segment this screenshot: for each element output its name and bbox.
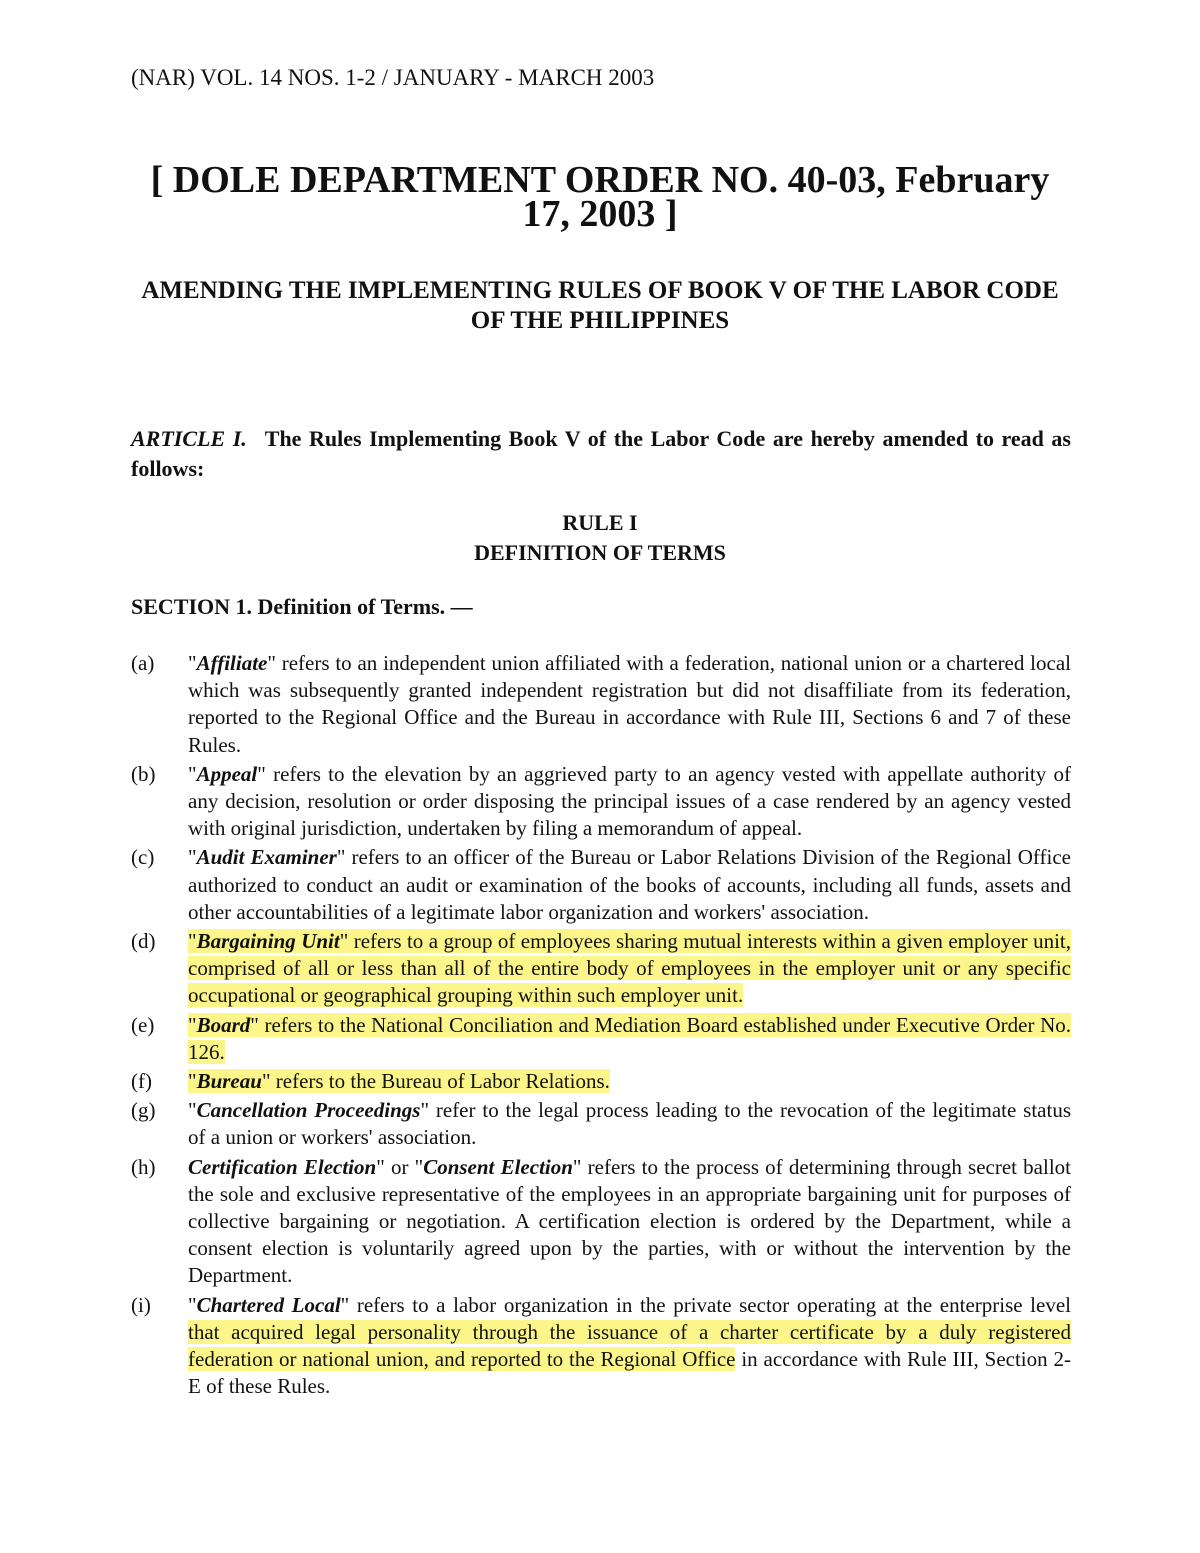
quote-mark: " <box>572 1154 582 1179</box>
definition-term: Bureau <box>196 1069 262 1094</box>
definition-body <box>188 1012 1071 1066</box>
definition-label: (e) <box>131 1012 155 1037</box>
definition-body <box>188 761 1071 843</box>
highlighted-text: that acquired legal personality through the issuance of a charter certificate by a duly registered federation or national union, and reported to the Regional Office <box>188 1319 1071 1372</box>
definition-term: Bargaining Unit <box>196 929 340 954</box>
definition-text: refer to the legal process leading to the revocation of the legitimate status of a union or workers' association. <box>188 1098 1071 1150</box>
definition-item-board <box>131 1012 1071 1066</box>
quote-mark: " <box>188 929 197 954</box>
article-label: ARTICLE I. <box>131 426 247 451</box>
quote-mark: " <box>188 1292 197 1317</box>
definition-text: in accordance with Rule III, Section 2-E of these Rules. <box>188 1347 1071 1399</box>
definition-label: (a) <box>131 651 155 675</box>
definitions-list <box>131 650 1071 1402</box>
definition-item-affiliate <box>131 650 1071 759</box>
definition-label: (d) <box>131 929 156 954</box>
rule-number: RULE I <box>562 510 638 535</box>
quote-mark: " <box>188 651 197 675</box>
definition-text: refers to a group of employees sharing mutual interests within a given employer unit, comprised of all or less than all of the entire body of employees in the employer unit or any specific occupational or geographical grouping within such employer unit. <box>188 929 1071 1008</box>
definition-connector: or " <box>384 1154 424 1179</box>
definition-body <box>188 1068 1071 1095</box>
definition-text: refers to the process of determining through secret ballot the sole and exclusive representative of the employees in an appropriate bargaining unit for purposes of collective bargaining or negotiation. A certification election is ordered by the Department, while a consent election is voluntarily agreed upon by the parties, with or without the intervention by the Department. <box>188 1154 1071 1288</box>
quote-mark: " <box>261 1069 271 1094</box>
definition-body <box>188 650 1071 759</box>
document-title: [ DOLE DEPARTMENT ORDER NO. 40-03, February 17, 2003 ] <box>150 159 1050 235</box>
quote-mark: " <box>188 1012 197 1037</box>
quote-mark: " <box>188 1069 197 1094</box>
definition-item-audit-examiner <box>131 844 1071 926</box>
journal-header: (NAR) VOL. 14 NOS. 1-2 / JANUARY - MARCH 2003 <box>131 65 655 90</box>
definition-text: refers to the National Conciliation and Mediation Board established under Executive Order No. 126. <box>188 1012 1071 1064</box>
quote-mark: " <box>340 1292 350 1317</box>
definition-text: refers to the Bureau of Labor Relations. <box>270 1069 610 1094</box>
definition-text: refers to the elevation by an aggrieved party to an agency vested with appellate authority of any decision, resolution or order disposing the principal issues of a case rendered by an agency vested with original jurisdiction, undertaken by filing a memorandum of appeal. <box>188 761 1071 841</box>
rule-heading <box>130 508 1070 568</box>
definition-term: Certification Election <box>188 1154 377 1179</box>
highlighted-text <box>188 1013 1071 1064</box>
definition-label: (b) <box>131 761 156 786</box>
definition-label: (i) <box>131 1292 151 1317</box>
definition-label: (c) <box>131 845 155 870</box>
document-subtitle: AMENDING THE IMPLEMENTING RULES OF BOOK V OF THE LABOR CODE OF THE PHILIPPINES <box>141 277 1059 334</box>
quote-mark: " <box>188 1098 197 1123</box>
definition-item-chartered-local <box>131 1292 1071 1401</box>
definition-body <box>188 1154 1071 1290</box>
definition-text: refers to an officer of the Bureau or Labor Relations Division of the Regional Office authorized to conduct an audit or examination of the books of accounts, including all funds, assets and other accountabilities of a legitimate labor organization and workers' association. <box>188 845 1071 924</box>
definition-label: (g) <box>131 1098 156 1123</box>
definition-term: Audit Examiner <box>196 845 337 870</box>
definition-term-secondary: Consent Election <box>423 1154 573 1179</box>
quote-mark: " <box>188 845 197 870</box>
definition-text: refers to an independent union affiliated with a federation, national union or a chartered local which was subsequently granted independent registration but did not disaffiliate from its federation, reported to the Regional Office and the Bureau in accordance with Rule III, Sections 6 and 7 of these Rules. <box>188 651 1071 757</box>
definition-body <box>188 1097 1071 1151</box>
highlighted-text <box>188 929 1071 1007</box>
article-paragraph <box>131 424 1071 484</box>
definition-term: Cancellation Proceedings <box>196 1098 421 1123</box>
quote-mark: " <box>376 1154 385 1179</box>
quote-mark: " <box>420 1098 430 1123</box>
definition-body <box>188 844 1071 926</box>
quote-mark: " <box>257 761 266 786</box>
definition-body <box>188 1292 1071 1401</box>
definition-item-appeal <box>131 761 1071 843</box>
definition-term: Affiliate <box>196 651 268 675</box>
definition-item-bureau <box>131 1068 1071 1095</box>
section-heading: SECTION 1. Definition of Terms. — <box>131 594 473 619</box>
definition-body <box>188 928 1071 1010</box>
definition-item-certification-election <box>131 1154 1071 1290</box>
definition-item-cancellation-proceedings <box>131 1097 1071 1151</box>
definition-term: Board <box>196 1012 251 1037</box>
definition-label: (h) <box>131 1154 156 1179</box>
rule-title: DEFINITION OF TERMS <box>474 540 726 565</box>
article-text: The Rules Implementing Book V of the Labor Code are hereby amended to read as follows: <box>131 426 1071 481</box>
quote-mark: " <box>336 845 346 870</box>
highlighted-text <box>188 1069 610 1093</box>
quote-mark: " <box>250 1012 259 1037</box>
definition-term: Appeal <box>196 761 258 786</box>
definition-term: Chartered Local <box>196 1292 341 1317</box>
definition-item-bargaining-unit <box>131 928 1071 1010</box>
quote-mark: " <box>267 651 276 675</box>
quote-mark: " <box>188 761 197 786</box>
definition-text: refers to a labor organization in the private sector operating at the enterprise level <box>349 1292 1071 1317</box>
definition-label: (f) <box>131 1069 152 1094</box>
quote-mark: " <box>339 929 349 954</box>
